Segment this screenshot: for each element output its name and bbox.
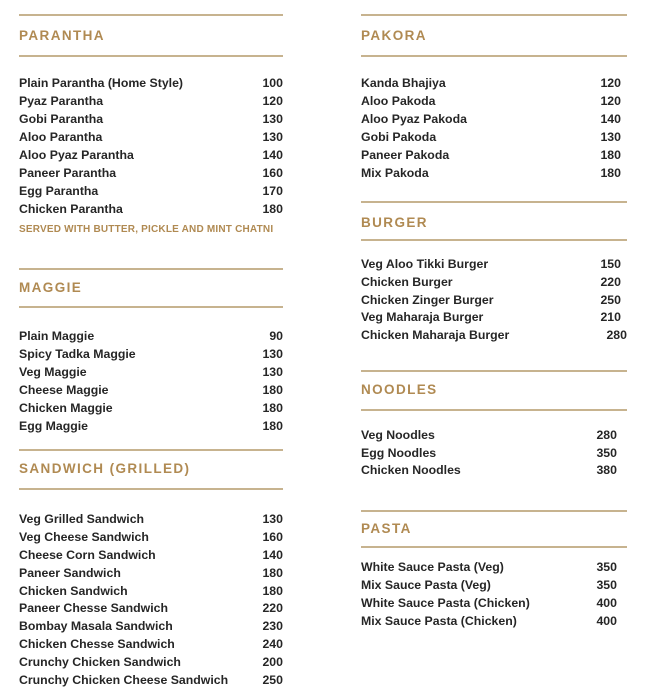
menu-item — [19, 345, 283, 363]
item-name: Chicken Maharaja Burger — [361, 328, 510, 342]
menu-item — [19, 146, 283, 164]
section-heading-parantha: PARANTHA — [19, 28, 105, 43]
item-price: 170 — [262, 184, 283, 198]
item-price: 160 — [262, 530, 283, 544]
item-name: Aloo Parantha — [19, 130, 103, 144]
item-name: Chicken Chesse Sandwich — [19, 637, 175, 651]
menu-item — [19, 74, 283, 92]
menu-item — [361, 110, 627, 128]
menu-item — [19, 635, 283, 653]
item-name: Egg Parantha — [19, 184, 99, 198]
item-price: 140 — [262, 548, 283, 562]
menu-item — [19, 417, 283, 435]
item-name: Veg Maggie — [19, 365, 87, 379]
menu-item — [19, 510, 283, 528]
menu-item — [361, 146, 627, 164]
item-price: 400 — [596, 614, 617, 628]
item-name: White Sauce Pasta (Chicken) — [361, 596, 530, 610]
item-price: 220 — [262, 601, 283, 615]
section-rule — [19, 55, 283, 57]
item-name: Veg Noodles — [361, 428, 435, 442]
section-heading-noodles: NOODLES — [361, 382, 438, 397]
item-price: 250 — [600, 293, 621, 307]
section-rule — [361, 14, 627, 16]
menu-item — [19, 617, 283, 635]
menu-item — [19, 110, 283, 128]
item-price: 120 — [262, 94, 283, 108]
item-price: 180 — [600, 166, 621, 180]
item-name: Plain Maggie — [19, 329, 95, 343]
item-price: 180 — [262, 566, 283, 580]
item-price: 230 — [262, 619, 283, 633]
section-rule — [19, 449, 283, 451]
item-name: Veg Maharaja Burger — [361, 310, 484, 324]
item-name: Mix Sauce Pasta (Chicken) — [361, 614, 517, 628]
item-price: 240 — [262, 637, 283, 651]
item-name: Chicken Burger — [361, 275, 453, 289]
item-price: 120 — [600, 94, 621, 108]
item-price: 180 — [600, 148, 621, 162]
item-price: 280 — [606, 328, 627, 342]
item-name: Veg Cheese Sandwich — [19, 530, 149, 544]
menu-item — [19, 327, 283, 345]
section-rule — [361, 409, 627, 411]
menu-item — [19, 528, 283, 546]
section-rule — [361, 546, 627, 548]
menu-item — [361, 273, 627, 291]
menu-item — [361, 128, 627, 146]
item-name: Chicken Zinger Burger — [361, 293, 494, 307]
item-price: 180 — [262, 584, 283, 598]
menu-item — [361, 308, 627, 326]
item-price: 180 — [262, 419, 283, 433]
item-name: Cheese Maggie — [19, 383, 109, 397]
section-rule — [19, 268, 283, 270]
item-name: Chicken Parantha — [19, 202, 123, 216]
menu-item — [19, 381, 283, 399]
item-name: Aloo Pakoda — [361, 94, 436, 108]
item-price: 130 — [600, 130, 621, 144]
menu-item — [19, 182, 283, 200]
item-price: 200 — [262, 655, 283, 669]
item-name: Crunchy Chicken Sandwich — [19, 655, 181, 669]
item-price: 130 — [262, 512, 283, 526]
item-price: 280 — [596, 428, 617, 442]
item-price: 150 — [600, 257, 621, 271]
section-rule — [361, 239, 627, 241]
menu-item — [361, 74, 627, 92]
item-price: 130 — [262, 365, 283, 379]
item-price: 250 — [262, 673, 283, 687]
section-rule — [19, 488, 283, 490]
item-name: Egg Noodles — [361, 446, 437, 460]
menu-item — [361, 558, 627, 576]
item-name: Chicken Noodles — [361, 463, 461, 477]
menu-item — [19, 671, 283, 689]
menu-item — [19, 363, 283, 381]
item-price: 220 — [600, 275, 621, 289]
menu-item — [19, 546, 283, 564]
item-price: 180 — [262, 202, 283, 216]
menu-item — [19, 653, 283, 671]
item-name: Mix Pakoda — [361, 166, 429, 180]
menu-item — [19, 599, 283, 617]
item-price: 180 — [262, 401, 283, 415]
item-name: White Sauce Pasta (Veg) — [361, 560, 504, 574]
section-rule — [361, 55, 627, 57]
menu-item — [361, 594, 627, 612]
menu-item — [19, 564, 283, 582]
item-price: 100 — [262, 76, 283, 90]
item-name: Crunchy Chicken Cheese Sandwich — [19, 673, 229, 687]
item-name: Veg Grilled Sandwich — [19, 512, 145, 526]
menu-item — [361, 92, 627, 110]
item-price: 350 — [596, 560, 617, 574]
item-name: Paneer Parantha — [19, 166, 117, 180]
item-name: Mix Sauce Pasta (Veg) — [361, 578, 491, 592]
item-name: Gobi Pakoda — [361, 130, 437, 144]
menu-item — [19, 164, 283, 182]
menu-item — [361, 291, 627, 309]
item-price: 350 — [596, 578, 617, 592]
item-price: 210 — [600, 310, 621, 324]
item-price: 120 — [600, 76, 621, 90]
item-name: Pyaz Parantha — [19, 94, 104, 108]
menu-item — [361, 444, 627, 462]
menu-item — [361, 576, 627, 594]
item-name: Bombay Masala Sandwich — [19, 619, 173, 633]
item-name: Chicken Sandwich — [19, 584, 128, 598]
section-rule — [19, 306, 283, 308]
item-name: Chicken Maggie — [19, 401, 113, 415]
serving-note: SERVED WITH BUTTER, PICKLE AND MINT CHATNI — [19, 224, 274, 235]
item-price: 90 — [269, 329, 283, 343]
item-price: 350 — [596, 446, 617, 460]
menu-item — [361, 426, 627, 444]
section-rule — [361, 370, 627, 372]
item-price: 380 — [596, 463, 617, 477]
section-rule — [361, 510, 627, 512]
item-name: Plain Parantha (Home Style) — [19, 76, 184, 90]
menu-item — [361, 255, 627, 273]
item-price: 180 — [262, 383, 283, 397]
menu-item — [361, 164, 627, 182]
section-rule — [361, 201, 627, 203]
section-rule — [19, 14, 283, 16]
item-name: Veg Aloo Tikki Burger — [361, 257, 489, 271]
item-price: 130 — [262, 112, 283, 126]
item-name: Cheese Corn Sandwich — [19, 548, 156, 562]
item-price: 400 — [596, 596, 617, 610]
item-name: Kanda Bhajiya — [361, 76, 446, 90]
menu-item — [19, 92, 283, 110]
section-heading-pasta: PASTA — [361, 521, 412, 536]
item-name: Egg Maggie — [19, 419, 89, 433]
menu-item — [361, 461, 627, 479]
item-name: Paneer Pakoda — [361, 148, 450, 162]
section-heading-pakora: PAKORA — [361, 28, 427, 43]
menu-item — [361, 326, 627, 344]
menu-item — [19, 399, 283, 417]
item-name: Aloo Pyaz Parantha — [19, 148, 134, 162]
item-price: 130 — [262, 347, 283, 361]
item-price: 140 — [600, 112, 621, 126]
section-heading-maggie: MAGGIE — [19, 280, 83, 295]
section-heading-sandwich: SANDWICH (GRILLED) — [19, 461, 191, 476]
item-price: 130 — [262, 130, 283, 144]
menu-item — [19, 582, 283, 600]
section-heading-burger: BURGER — [361, 215, 428, 230]
menu-item — [19, 200, 283, 218]
menu-item — [19, 128, 283, 146]
menu-item — [361, 612, 627, 630]
item-name: Paneer Sandwich — [19, 566, 121, 580]
item-name: Aloo Pyaz Pakoda — [361, 112, 467, 126]
item-price: 140 — [262, 148, 283, 162]
item-name: Paneer Chesse Sandwich — [19, 601, 168, 615]
item-name: Spicy Tadka Maggie — [19, 347, 136, 361]
item-price: 160 — [262, 166, 283, 180]
item-name: Gobi Parantha — [19, 112, 104, 126]
